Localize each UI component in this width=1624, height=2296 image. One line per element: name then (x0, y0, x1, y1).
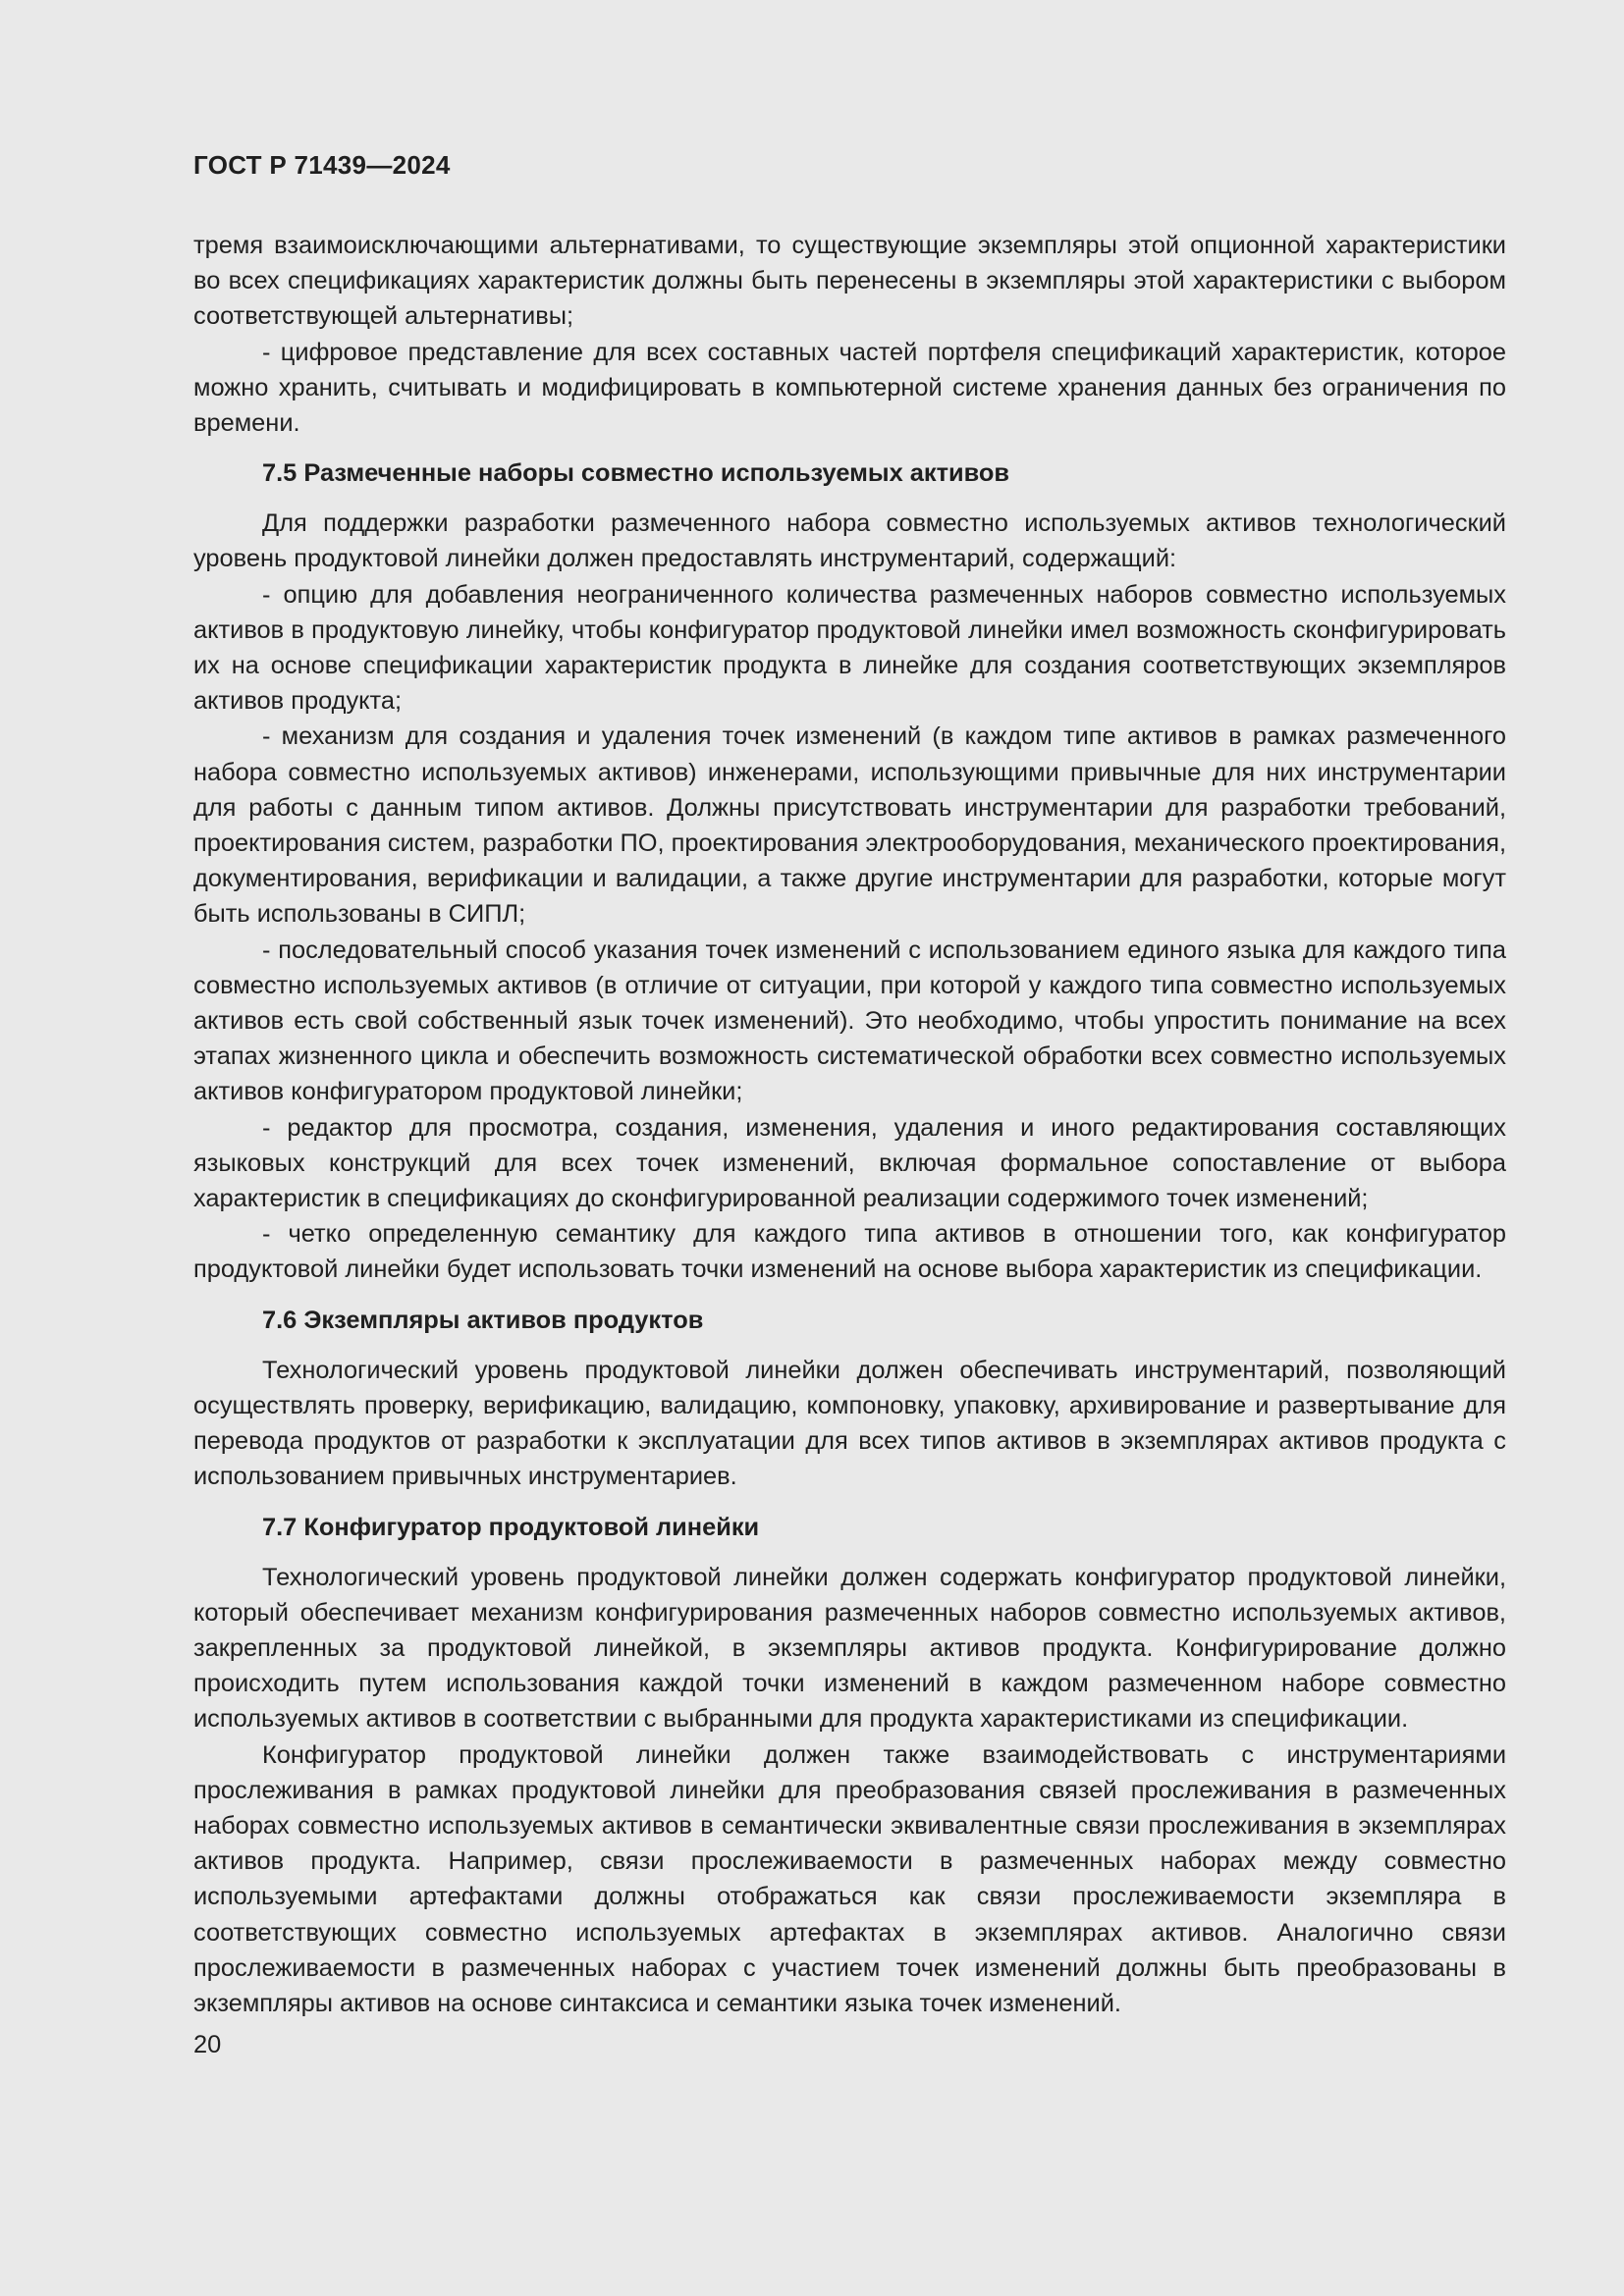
document-body (193, 228, 1506, 2021)
section-heading-7-5: 7.5 Размеченные наборы совместно используемых активов (262, 459, 1010, 488)
list-item: - цифровое представление для всех составных частей портфеля спецификаций характеристик, которое можно хранить, считывать и модифицировать в компьютерной системе хранения данных без ограничения по времени. (193, 338, 1506, 438)
list-item: - механизм для создания и удаления точек изменений (в каждом типе активов в рамках размеченного набора совместно используемых активов) инженерами, использующими привычные для них инструментарии для работы с данным типом активов. Должны присутствовать инструментарии для разработки требований, проектирования систем, разработки ПО, проектирования электрооборудования, механического проектирования, документирования, верификации и валидации, а также другие инструментарии для разработки, которые могут быть использованы в СИПЛ; (193, 722, 1506, 929)
paragraph: Технологический уровень продуктовой линейки должен содержать конфигуратор продуктовой линейки, который обеспечивает механизм конфигурирования размеченных наборов совместно используемых активов, закрепленных за продуктовой линейкой, в экземпляры активов продукта. Конфигурирование должно происходить путем использования каждой точки изменений в каждом размеченном наборе совместно используемых активов в соответствии с выбранными для продукта характеристиками из спецификации. (193, 1563, 1506, 1734)
section-heading-7-7: 7.7 Конфигуратор продуктовой линейки (262, 1513, 760, 1541)
list-item: - опцию для добавления неограниченного количества размеченных наборов совместно используемых активов в продуктовую линейку, чтобы конфигуратор продуктовой линейки имел возможность сконфигурировать их на основе спецификации характеристик продукта в линейке для создания соответствующих экземпляров активов продукта; (193, 580, 1506, 716)
list-item: - последовательный способ указания точек изменений с использованием единого языка для каждого типа совместно используемых активов (в отличие от ситуации, при которой у каждого типа совместно используемых активов есть свой собственный язык точек изменений). Это необходимо, чтобы упростить понимание на всех этапах жизненного цикла и обеспечить возможность систематической обработки всех совместно используемых активов конфигуратором продуктовой линейки; (193, 935, 1506, 1106)
list-item: - четко определенную семантику для каждого типа активов в отношении того, как конфигуратор продуктовой линейки будет использовать точки изменений на основе выбора характеристик из спецификации. (193, 1220, 1506, 1284)
section-heading-7-6: 7.6 Экземпляры активов продуктов (262, 1306, 704, 1334)
paragraph: Технологический уровень продуктовой линейки должен обеспечивать инструментарий, позволяющий осуществлять проверку, верификацию, валидацию, компоновку, упаковку, архивирование и развертывание для перевода продуктов от разработки к эксплуатации для всех типов активов в экземплярах активов продукта с использованием привычных инструментариев. (193, 1356, 1506, 1491)
paragraph: тремя взаимоисключающими альтернативами, то существующие экземпляры этой опционной характеристики во всех спецификациях характеристик должны быть перенесены в экземпляры этой характеристики с выбором соответствующей альтернативы; (193, 232, 1506, 331)
document-header: ГОСТ Р 71439—2024 (193, 150, 451, 180)
page-number: 20 (193, 2031, 222, 2059)
paragraph: Для поддержки разработки размеченного набора совместно используемых активов технологический уровень продуктовой линейки должен предоставлять инструментарий, содержащий: (193, 509, 1506, 573)
list-item: - редактор для просмотра, создания, изменения, удаления и иного редактирования составляющих языковых конструкций для всех точек изменений, включая формальное сопоставление от выбора характеристик в спецификациях до сконфигурированной реализации содержимого точек изменений; (193, 1113, 1506, 1213)
document-page (193, 147, 1506, 2062)
paragraph: Конфигуратор продуктовой линейки должен также взаимодействовать с инструментариями прослеживания в рамках продуктовой линейки для преобразования связей прослеживания в размеченных наборах совместно используемых активов в семантически эквивалентные связи прослеживания в экземплярах активов продукта. Например, связи прослеживаемости в размеченных наборах между совместно используемыми артефактами должны отображаться как связи прослеживаемости экземпляра в соответствующих совместно используемых артефактах в экземплярах активов. Аналогично связи прослеживаемости в размеченных наборах с участием точек изменений должны быть преобразованы в экземпляры активов на основе синтаксиса и семантики языка точек изменений. (193, 1740, 1506, 2017)
